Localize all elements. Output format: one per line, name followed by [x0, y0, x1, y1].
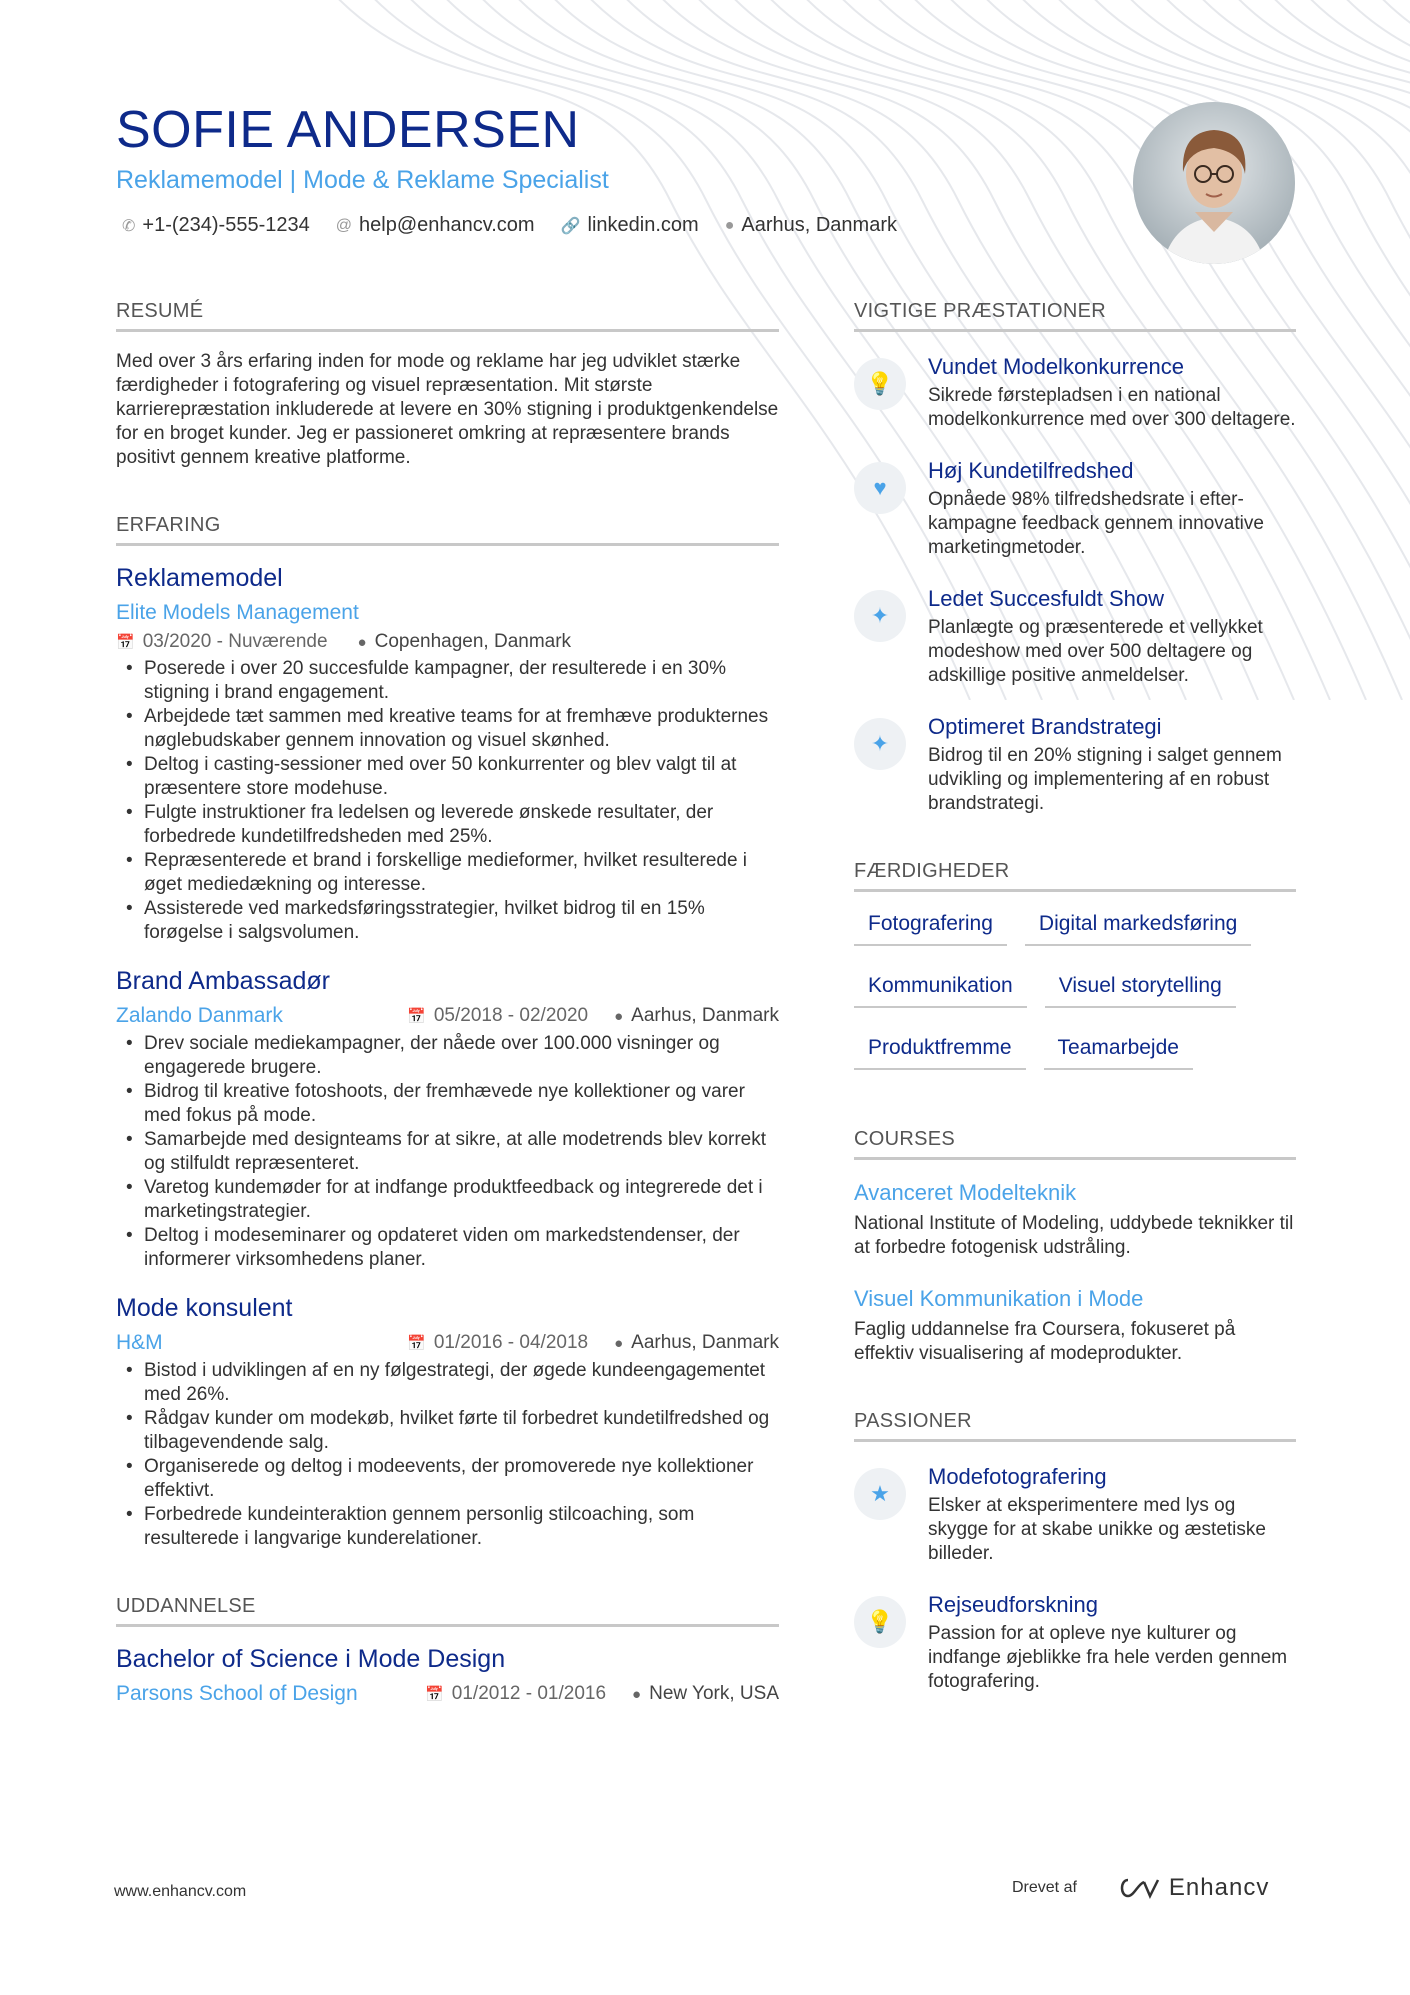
- experience-section: [116, 514, 779, 1551]
- achievements-heading: VIGTIGE PRÆSTATIONER: [854, 300, 1296, 332]
- magic-wand-icon: ✦: [854, 718, 906, 770]
- bullet-item: • Samarbejde med designteams for at sikre, at alle modetrends blev korrekt og stilfuldt repræsenteret.: [116, 1128, 779, 1176]
- footer-branding: [1012, 1874, 1269, 1902]
- job-dates: [407, 1332, 588, 1354]
- skill-tag: Visuel storytelling: [1045, 974, 1236, 1008]
- wave-line: [1302, 0, 1410, 700]
- passion-title: Rejseudforskning: [928, 1592, 1098, 1617]
- job-meta: [116, 631, 779, 653]
- contact-linkedin[interactable]: [561, 214, 699, 237]
- passion-title: Modefotografering: [928, 1464, 1107, 1489]
- achievement-title: Høj Kundetilfredshed: [928, 458, 1134, 483]
- job-title: Reklamemodel: [116, 564, 283, 592]
- infinity-logo-icon: [1117, 1876, 1161, 1900]
- job-location: [358, 631, 572, 653]
- courses-section: [854, 1128, 1296, 1366]
- education-location: [632, 1683, 779, 1705]
- passion-item: [854, 1464, 1296, 1566]
- calendar-icon: 📅: [407, 1335, 426, 1352]
- achievements-section: [854, 300, 1296, 816]
- summary-heading: RESUMÉ: [116, 300, 779, 332]
- bullet-item: • Arbejdede tæt sammen med kreative teams for at fremhæve produkternes nøglebudskaber gennem innovation og visuel skønhed.: [116, 705, 779, 753]
- bullet-item: • Organiserede og deltog i modeevents, der promoverede nye kollektioner effektivt.: [116, 1455, 779, 1503]
- profile-photo: [1133, 102, 1295, 264]
- education-location-text: New York, USA: [649, 1683, 779, 1704]
- courses-heading: COURSES: [854, 1128, 1296, 1160]
- candidate-name: SOFIE ANDERSEN: [116, 101, 580, 159]
- bullet-item: • Poserede i over 20 succesfulde kampagner, der resulterede i en 30% stigning i brand engagement.: [116, 657, 779, 705]
- education-heading: UDDANNELSE: [116, 1595, 779, 1627]
- job-location: [614, 1332, 779, 1354]
- school-name: Parsons School of Design: [116, 1682, 358, 1705]
- course-item: [854, 1180, 1296, 1260]
- experience-heading: ERFARING: [116, 514, 779, 546]
- education-section: [116, 1595, 779, 1706]
- star-icon: ★: [854, 1468, 906, 1520]
- passion-desc: Passion for at opleve nye kulturer og indfange øjeblikke fra hele verden gennem fotografering.: [928, 1623, 1288, 1692]
- location-pin-icon: ●: [357, 633, 367, 651]
- achievement-desc: Opnåede 98% tilfredshedsrate i efter-kampagne feedback gennem innovative marketingmetoder.: [928, 489, 1264, 558]
- job-dates: [116, 631, 328, 653]
- contact-location: [725, 214, 897, 237]
- location-pin-icon: ●: [632, 1685, 642, 1703]
- job-bullets: [116, 657, 779, 945]
- brand-logo[interactable]: [1117, 1874, 1269, 1902]
- location-pin-icon: ●: [614, 1334, 624, 1352]
- lightbulb-icon: 💡: [854, 358, 906, 410]
- bullet-item: • Fulgte instruktioner fra ledelsen og leverede ønskede resultater, der forbedrede kundetilfredsheden med 25%.: [116, 801, 779, 849]
- contact-email[interactable]: [336, 214, 535, 237]
- calendar-icon: 📅: [425, 1686, 444, 1703]
- skills-heading: FÆRDIGHEDER: [854, 860, 1296, 892]
- job-location-text: Aarhus, Danmark: [631, 1332, 779, 1353]
- contact-phone[interactable]: [122, 214, 310, 237]
- skill-tag: Teamarbejde: [1044, 1036, 1193, 1070]
- job-dates-text: 03/2020 - Nuværende: [142, 631, 328, 652]
- achievement-item: [854, 714, 1296, 816]
- education-entry: [116, 1645, 779, 1706]
- job-bullets: [116, 1359, 779, 1551]
- achievement-item: [854, 354, 1296, 432]
- brand-name: Enhancv: [1168, 1874, 1270, 1901]
- achievement-desc: Bidrog til en 20% stigning i salget gennem udvikling og implementering af en robust brandstrategi.: [928, 745, 1282, 814]
- powered-by-label: Drevet af: [1012, 1879, 1077, 1896]
- candidate-subtitle: Reklamemodel | Mode & Reklame Specialist: [116, 166, 609, 194]
- job-title: Brand Ambassadør: [116, 967, 330, 995]
- summary-section: [116, 300, 779, 470]
- achievement-item: [854, 586, 1296, 688]
- course-desc: Faglig uddannelse fra Coursera, fokuseret på effektiv visualisering af modeprodukter.: [854, 1319, 1236, 1364]
- achievement-title: Optimeret Brandstrategi: [928, 714, 1162, 739]
- job-dates-text: 01/2016 - 04/2018: [433, 1332, 589, 1353]
- passions-section: [854, 1410, 1296, 1694]
- right-column: [854, 300, 1296, 1720]
- bullet-item: • Rådgav kunder om modekøb, hvilket førte til forbedret kundetilfredshed og tilbagevendende salg.: [116, 1407, 779, 1455]
- passion-desc: Elsker at eksperimentere med lys og skygge for at skabe unikke og æstetiske billeder.: [928, 1495, 1266, 1564]
- job-dates: [407, 1005, 588, 1027]
- passion-item: [854, 1592, 1296, 1694]
- skill-tag: Produktfremme: [854, 1036, 1026, 1070]
- email-text: help@enhancv.com: [359, 214, 535, 236]
- portrait-illustration: [1133, 102, 1295, 264]
- link-icon: 🔗: [560, 217, 581, 235]
- job-meta: [116, 1331, 779, 1355]
- passions-heading: PASSIONER: [854, 1410, 1296, 1442]
- phone-text: +1-(234)-555-1234: [142, 214, 310, 236]
- job-location-text: Copenhagen, Danmark: [374, 631, 572, 652]
- skill-tag: Kommunikation: [854, 974, 1027, 1008]
- education-dates: [425, 1683, 606, 1705]
- lightbulb-icon: 💡: [854, 1596, 906, 1648]
- achievement-item: [854, 458, 1296, 560]
- linkedin-text: linkedin.com: [587, 214, 699, 236]
- bullet-item: • Forbedrede kundeinteraktion gennem personlig stilcoaching, som resulterede i langvarige kunderelationer.: [116, 1503, 779, 1551]
- bullet-item: • Varetog kundemøder for at indfange produktfeedback og integrerede det i marketingstrategier.: [116, 1176, 779, 1224]
- job-company: H&M: [116, 1331, 163, 1354]
- education-meta: [116, 1682, 779, 1706]
- phone-icon: ✆: [122, 217, 136, 235]
- wave-line: [1338, 0, 1410, 700]
- bullet-item: • Assisterede ved markedsføringsstrategier, hvilket bidrog til en 15% forøgelse i salgsvolumen.: [116, 897, 779, 945]
- summary-text: Med over 3 års erfaring inden for mode og reklame har jeg udviklet stærke færdigheder i fotografering og visuel repræsentation. Mit største karrierepræstation inkluderede at levere en 30% stigning i produktgenkendelse for en broget kunder. Jeg er passioneret omkring at repræsentere brands positivt gennem kreative platforme.: [116, 351, 779, 468]
- bullet-item: • Deltog i modeseminarer og opdateret viden om markedstendenser, der informerer virksomhedens planer.: [116, 1224, 779, 1272]
- achievement-title: Vundet Modelkonkurrence: [928, 354, 1185, 379]
- job-location-text: Aarhus, Danmark: [631, 1005, 779, 1026]
- bullet-item: • Bistod i udviklingen af en ny følgestrategi, der øgede kundeengagementet med 26%.: [116, 1359, 779, 1407]
- education-dates-text: 01/2012 - 01/2016: [451, 1683, 607, 1704]
- course-title: Visuel Kommunikation i Mode: [854, 1286, 1144, 1311]
- bullet-item: • Deltog i casting-sessioner med over 50 konkurrenter og blev valgt til at præsentere store modehuse.: [116, 753, 779, 801]
- contact-bar: [122, 214, 897, 237]
- location-text: Aarhus, Danmark: [741, 214, 897, 236]
- skills-section: [854, 860, 1296, 1070]
- degree-title: Bachelor of Science i Mode Design: [116, 1645, 506, 1673]
- job-entry: [116, 564, 779, 945]
- job-entry: [116, 967, 779, 1272]
- skill-tag: Fotografering: [854, 912, 1007, 946]
- job-location: [614, 1005, 779, 1027]
- job-dates-text: 05/2018 - 02/2020: [433, 1005, 589, 1026]
- achievement-desc: Sikrede førstepladsen i en national modelkonkurrence med over 300 deltagere.: [928, 385, 1296, 430]
- achievement-desc: Planlægte og præsenterede et vellykket modeshow med over 500 deltagere og adskillige positive anmeldelser.: [928, 617, 1263, 686]
- course-item: [854, 1286, 1296, 1366]
- bullet-item: • Bidrog til kreative fotoshoots, der fremhævede nye kollektioner og varer med fokus på mode.: [116, 1080, 779, 1128]
- left-column: [116, 300, 779, 1732]
- location-pin-icon: ●: [614, 1007, 624, 1025]
- job-company: Elite Models Management: [116, 601, 359, 624]
- calendar-icon: 📅: [407, 1008, 426, 1025]
- skills-list: [854, 912, 1296, 1070]
- magic-wand-icon: ✦: [854, 590, 906, 642]
- location-pin-icon: ●: [724, 216, 735, 234]
- job-entry: [116, 1294, 779, 1551]
- bullet-item: • Repræsenterede et brand i forskellige medieformer, hvilket resulterede i øget mediedækning og interesse.: [116, 849, 779, 897]
- bullet-item: • Drev sociale mediekampagner, der nåede over 100.000 visninger og engagerede brugere.: [116, 1032, 779, 1080]
- job-company: Zalando Danmark: [116, 1004, 283, 1027]
- calendar-icon: 📅: [116, 634, 135, 651]
- skill-tag: Digital markedsføring: [1025, 912, 1251, 946]
- job-meta: [116, 1004, 779, 1028]
- achievement-title: Ledet Succesfuldt Show: [928, 586, 1165, 611]
- course-title: Avanceret Modelteknik: [854, 1180, 1077, 1205]
- heart-icon: ♥: [854, 462, 906, 514]
- footer-website[interactable]: www.enhancv.com: [114, 1883, 247, 1900]
- job-bullets: [116, 1032, 779, 1272]
- job-title: Mode konsulent: [116, 1294, 293, 1322]
- wave-line: [1374, 0, 1410, 700]
- at-icon: @: [335, 216, 352, 234]
- course-desc: National Institute of Modeling, uddybede teknikker til at forbedre fotogenisk udstråling.: [854, 1213, 1294, 1258]
